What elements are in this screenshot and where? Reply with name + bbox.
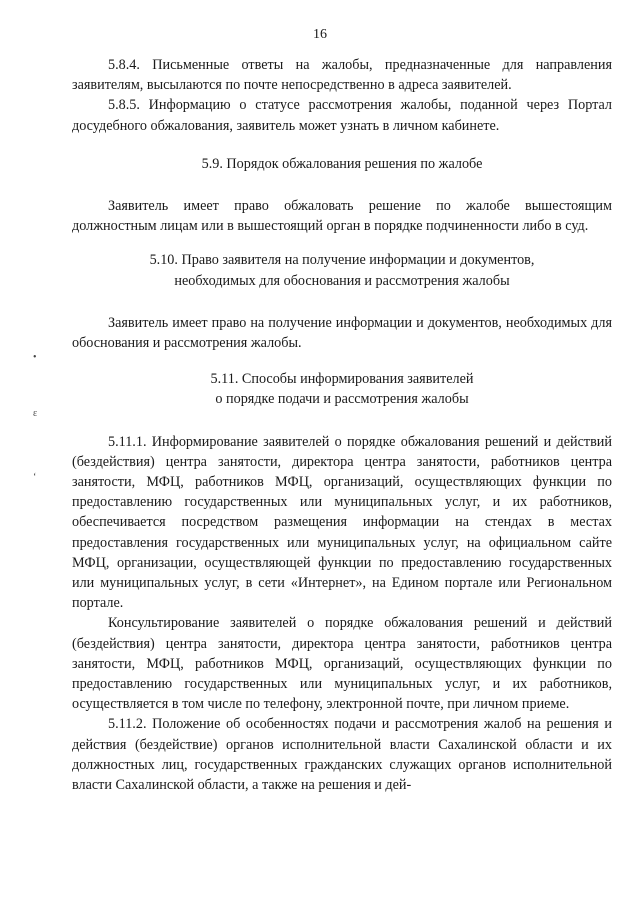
heading-line: о порядке подачи и рассмотрения жалобы: [215, 391, 469, 408]
paragraph-5-11-1: 5.11.1. Информирование заявителей о порядке обжалования решений и действий (бездействия) центра занятости, директора центра занятости, работников центра занятости, МФЦ, работников МФЦ, организаций, осуществляющих функции по предоставлению государственных или муниципальных услуг, и их работников, обеспечивается посредством размещения информации на стендах в местах предоставления государственных или муниципальных услуг, на официальном сайте МФЦ, организации, осуществляющей функции по предоставлению государственных или муниципальных услуг, в сети «Интернет», на Едином портале или Региональном портале.: [72, 433, 612, 612]
margin-mark: •: [33, 352, 37, 363]
section-heading-5-9: 5.9. Порядок обжалования решения по жалобе: [201, 155, 483, 172]
page-number: 16: [313, 27, 327, 42]
paragraph-5-9: Заявитель имеет право обжаловать решение по жалобе вышестоящим должностным лицам или в вышестоящий орган в порядке подчиненности либо в суд.: [72, 198, 612, 235]
document-body: [72, 55, 612, 795]
paragraph-5-8-5: 5.8.5. Информацию о статусе рассмотрения жалобы, поданной через Портал досудебного обжалования, заявитель может узнать в личном кабинете.: [72, 97, 612, 134]
section-heading-5-11: [72, 369, 612, 409]
paragraph-5-11-2: 5.11.2. Положение об особенностях подачи и рассмотрения жалоб на решения и действия (бездействие) органов исполнительной власти Сахалинской области и их должностных лиц, государственных гражданских служащих органов исполнительной власти Сахалинской области, а также на решения и дей-: [72, 716, 612, 794]
heading-line: 5.10. Право заявителя на получение информации и документов,: [149, 252, 535, 269]
section-heading-5-10: [72, 250, 612, 290]
margin-mark: ʻ: [33, 472, 37, 483]
heading-line: необходимых для обоснования и рассмотрения жалобы: [174, 272, 510, 289]
paragraph-5-8-4: 5.8.4. Письменные ответы на жалобы, предназначенные для направления заявителям, высылаются по почте непосредственно в адреса заявителей.: [72, 57, 612, 94]
heading-line: 5.11. Способы информирования заявителей: [210, 371, 474, 388]
paragraph-consultation: Консультирование заявителей о порядке обжалования решений и действий (бездействия) центра занятости, директора центра занятости, работников центра занятости, МФЦ, работников МФЦ, организаций, осуществляющих функции по предоставлению государственных или муниципальных услуг, и их работников, осуществляется в том числе по телефону, электронной почте, при личном приеме.: [72, 615, 612, 713]
paragraph-5-10: Заявитель имеет право на получение информации и документов, необходимых для обоснования и рассмотрения жалобы.: [72, 314, 612, 352]
margin-mark: ɛ: [33, 408, 38, 419]
